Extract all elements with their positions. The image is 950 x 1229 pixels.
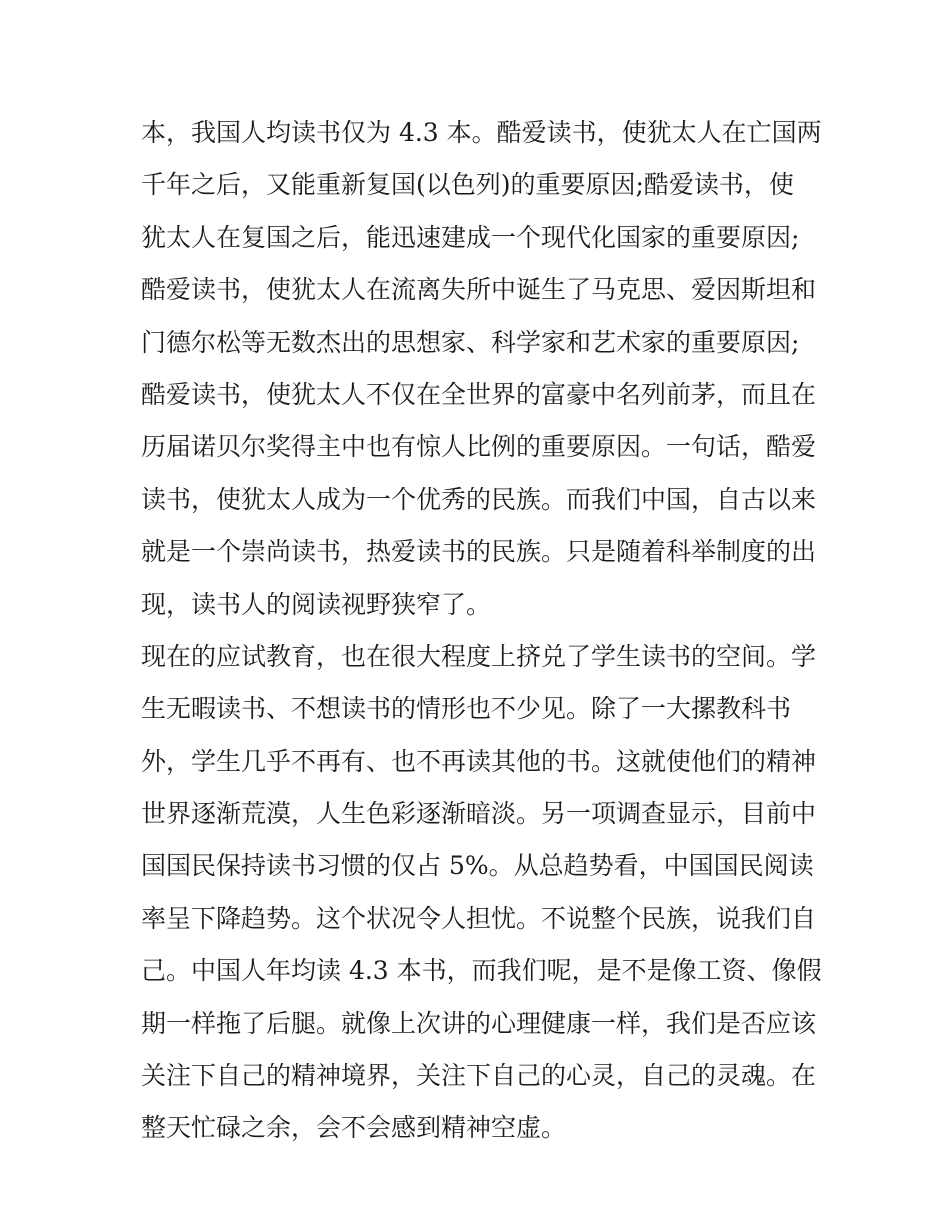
text-line: 关注下自己的精神境界，关注下自己的心灵，自己的灵魂。在 [141, 1061, 817, 1091]
text-line: 外，学生几乎不再有、也不再读其他的书。这就使他们的精神 [141, 746, 817, 776]
paragraph-2 [141, 631, 821, 1155]
paragraph-1 [141, 107, 821, 631]
text-line: 现在的应试教育，也在很大程度上挤兑了学生读书的空间。学 [141, 641, 817, 671]
text-line: 读书，使犹太人成为一个优秀的民族。而我们中国，自古以来 [141, 484, 817, 514]
text-line: 世界逐渐荒漠，人生色彩逐渐暗淡。另一项调查显示，目前中 [141, 799, 817, 829]
text-line: 历届诺贝尔奖得主中也有惊人比例的重要原因。一句话，酷爱 [141, 432, 817, 462]
text-line: 期一样拖了后腿。就像上次讲的心理健康一样，我们是否应该 [141, 1008, 817, 1038]
text-line: 率呈下降趋势。这个状况令人担忧。不说整个民族，说我们自 [141, 903, 817, 933]
text-line: 酷爱读书，使犹太人不仅在全世界的富豪中名列前茅，而且在 [141, 379, 817, 409]
text-line: 犹太人在复国之后，能迅速建成一个现代化国家的重要原因; [141, 222, 800, 252]
text-line: 千年之后，又能重新复国(以色列)的重要原因;酷爱读书，使 [141, 170, 794, 200]
text-line: 己。中国人年均读 4.3 本书，而我们呢，是不是像工资、像假 [141, 956, 822, 986]
text-line: 酷爱读书，使犹太人在流离失所中诞生了马克思、爱因斯坦和 [141, 275, 817, 305]
text-line: 国国民保持读书习惯的仅占 5%。从总趋势看，中国国民阅读 [141, 851, 814, 881]
text-line: 门德尔松等无数杰出的思想家、科学家和艺术家的重要原因; [141, 327, 800, 357]
text-line: 本，我国人均读书仅为 4.3 本。酷爱读书，使犹太人在亡国两 [141, 118, 822, 147]
text-line: 就是一个崇尚读书，热爱读书的民族。只是随着科举制度的出 [141, 537, 817, 567]
text-line: 生无暇读书、不想读书的情形也不少见。除了一大摞教科书 [141, 694, 792, 724]
document-body [141, 107, 821, 1155]
text-line: 现，读书人的阅读视野狭窄了。 [141, 589, 492, 619]
text-line: 整天忙碌之余，会不会感到精神空虚。 [141, 1113, 567, 1143]
